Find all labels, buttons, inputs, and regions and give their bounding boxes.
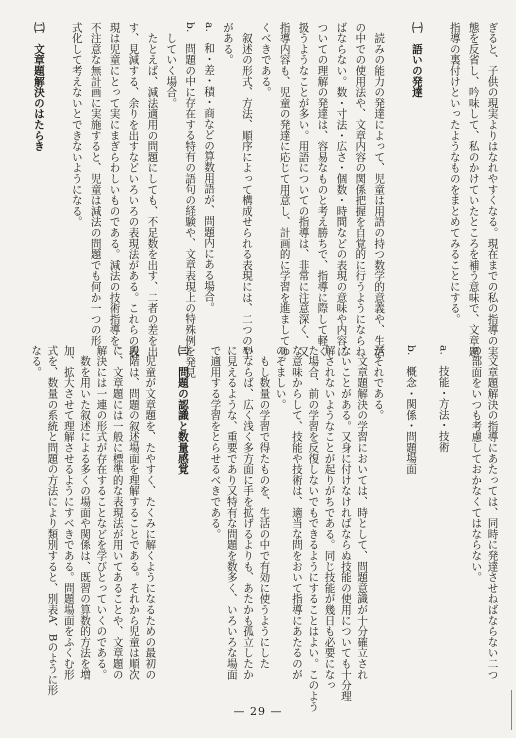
upper-text-column: がある。 xyxy=(221,22,234,66)
lower-text-column: 数を用いた叙述による多くの場面や関係は、既習の算数的方法を増 xyxy=(79,345,92,680)
lower-text-column: の部面をいつも考慮しておかなくてはならない。 xyxy=(470,345,483,583)
lower-text-column: な意味からして、技能や技術は、適当な問をおいて指導にあたるのが xyxy=(290,345,303,680)
upper-text-column: す、見減する、余りを出すなどいろいろの表現法がある。これらの表 xyxy=(127,22,140,357)
upper-text-column: くべきである。 xyxy=(259,22,272,98)
upper-text-column: 扱うようなことが多い。用語についての指導は、非常に注意深く、又 xyxy=(297,22,310,357)
lower-text-column: で適用する学習をとらせるべきである。 xyxy=(209,345,222,540)
lower-text-column: 児童が文章題を、たやすく、たくみに解くようになるための最初の xyxy=(144,345,157,680)
page-number: — 29 — xyxy=(233,705,283,718)
upper-text-column: 態を反省し、吟味して、私のかけていたところを補う意味で、文章題 xyxy=(467,22,480,357)
upper-section-heading: ㈠ 語いの発達 xyxy=(410,22,423,98)
upper-text-column: 指導の裏付けといったようなものをまとめてみることにする。 xyxy=(448,22,461,325)
lower-text-column: に、文章題には一般に標準的な表現法が用いてあることや、文章題の xyxy=(111,345,124,680)
upper-text-column: していく場合。 xyxy=(165,22,178,109)
upper-text-column: たとえば、減法適用の問題にしても、不足数を出す、二者の差を出 xyxy=(146,22,159,357)
lower-list-item: b. 概念・関係・問題場面 xyxy=(405,345,418,475)
lower-text-column: に見えるような、重要であり又特有な問題を数多く、いろいろな場面 xyxy=(225,345,238,680)
lower-text-column: 加、拡大させて理解させるようにすべきである。問題場面をふくむ形 xyxy=(62,345,75,680)
lower-section-heading: ㈢ 問題の認識と数量感覚 xyxy=(176,345,189,475)
lower-text-column: た場合、前の学習を反復しないでもできるようにすることはよい。このよう xyxy=(307,345,320,713)
lower-text-column: 段階は、問題の叙述場面を理解することである。それから児童は順次 xyxy=(127,345,140,680)
upper-text-column: ついての理解の発達は、容易なものと考え勝ちで、指導に際して軽く xyxy=(316,22,329,357)
upper-text-column: 現は児童にとって実にまぎらわしいものである。減法の技術指導を、 xyxy=(108,22,121,357)
upper-text-column: 不注意な無計画に実施すると、児童は減法の問題でも何か一つの形 xyxy=(89,22,102,346)
upper-list-item: b. 問題の中に存在する特有の語句の経験や、文章表現上の特殊例を発見 xyxy=(184,22,197,379)
lower-text-column: 解されないようなことが起りがちである。同じ技能が幾日も必要になっ xyxy=(323,345,336,691)
upper-text-column: の中での使用法や、文章内容の関係把握を自覚的に行うようにならね xyxy=(354,22,367,357)
upper-text-column: 式化して考えないとできないようになる。 xyxy=(70,22,83,228)
upper-text-column: ばならない。数・寸法・広さ・個数・時間などの表現の意味や内容に xyxy=(335,22,348,357)
lower-text-column: ないことがある。又身に付けなければならぬ技能の使用についても十分理 xyxy=(339,345,352,702)
upper-section-heading: ㈡ 文章題解決のはたらき xyxy=(32,22,45,152)
lower-list-item: a. 技能・方法・技術 xyxy=(437,345,450,453)
lower-text-column: 式を、数量の系統と問題の方法により類別すると、別表A、Bのように形 xyxy=(46,345,59,696)
upper-text-column: ぎると、子供の現実よりはなれやすくなる。現在までの私の指導の実 xyxy=(486,22,499,357)
lower-text-column: 文章題解決の指導にあたっては、同時に発達させねばならない二つ xyxy=(486,345,499,680)
upper-text-column: 叙述の形式、方法、順序によって構成せられる表現には、二つの型 xyxy=(240,22,253,357)
lower-text-column: いならば、広く浅く多方面に手を拡げるよりも、あたかも孤立したか xyxy=(242,345,255,680)
upper-list-item: a. 和・差・積・商などの算数用語が、問題内にある場合。 xyxy=(203,22,216,313)
lower-text-column: 解決には一連の形式が存在することなどを学びとっていくのである。 xyxy=(95,345,108,680)
lower-text-column: がそれである。 xyxy=(372,345,385,421)
upper-text-column: 読みの能力の発達によって、児童は用語の持つ数学的意義や、生活 xyxy=(373,22,386,357)
lower-text-column: もし数量の学習で得たものを、生活の中で有効に使うようにした xyxy=(258,345,271,669)
lower-text-column: なる。 xyxy=(30,345,43,378)
upper-text-column: 指導内容も、児童の発達に応じて用意し、計画的に学習を進ましてゆ xyxy=(278,22,291,357)
page-edge-mark xyxy=(511,690,512,730)
lower-text-column: 文章題解決の学習においては、時として、問題意識が十分確立され xyxy=(356,345,369,680)
lower-text-column: のぞましい。 xyxy=(274,345,287,410)
